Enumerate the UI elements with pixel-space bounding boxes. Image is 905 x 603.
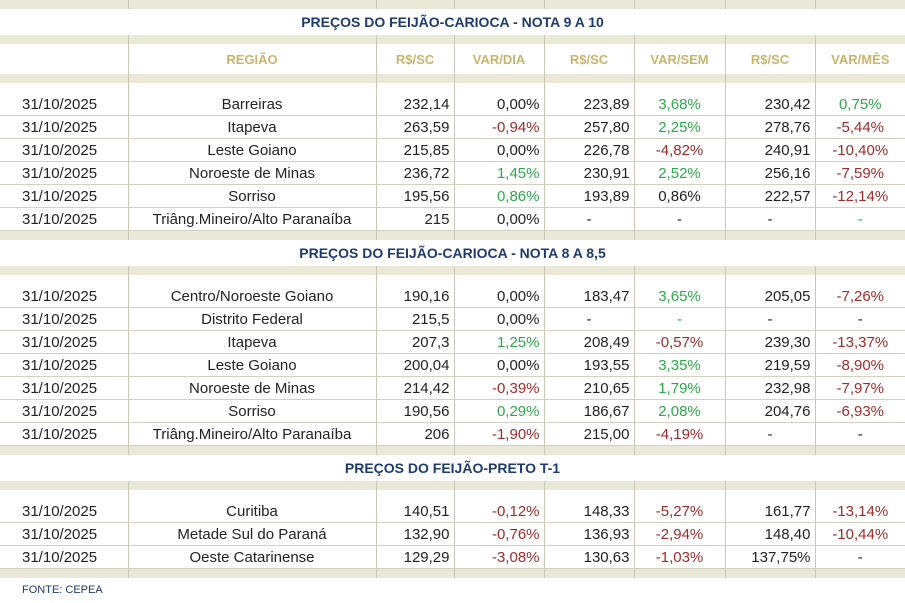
region-cell: Sorriso	[128, 400, 376, 423]
price-week-cell: 226,78	[544, 139, 634, 162]
spacer-cell	[815, 275, 905, 285]
column-header: REGIÃO	[128, 44, 376, 74]
band-cell	[544, 266, 634, 275]
band-cell	[0, 481, 128, 490]
region-cell: Leste Goiano	[128, 139, 376, 162]
band-cell	[634, 74, 725, 83]
region-cell: Centro/Noroeste Goiano	[128, 285, 376, 308]
price-month-cell: 278,76	[725, 116, 815, 139]
var-month-cell: -	[815, 423, 905, 446]
region-cell: Barreiras	[128, 93, 376, 116]
table-row	[0, 354, 905, 377]
band-cell	[725, 35, 815, 44]
divider-band	[0, 481, 905, 490]
band-cell	[128, 446, 376, 456]
divider-band	[0, 446, 905, 456]
var-day-cell: 0,29%	[454, 400, 544, 423]
band-cell	[376, 74, 454, 83]
var-month-cell: -12,14%	[815, 185, 905, 208]
band-cell	[128, 231, 376, 241]
price-day-cell: 215	[376, 208, 454, 231]
price-week-cell: 215,00	[544, 423, 634, 446]
spacer-cell	[0, 83, 128, 93]
band-cell	[454, 35, 544, 44]
price-week-cell: 130,63	[544, 546, 634, 569]
section-title-row	[0, 455, 905, 481]
price-month-cell: -	[725, 423, 815, 446]
date-cell: 31/10/2025	[0, 285, 128, 308]
band-cell	[725, 569, 815, 579]
source-note: FONTE: CEPEA	[22, 584, 103, 596]
price-day-cell: 214,42	[376, 377, 454, 400]
band-cell	[0, 266, 128, 275]
spacer-row	[0, 490, 905, 500]
date-cell: 31/10/2025	[0, 93, 128, 116]
table-row	[0, 331, 905, 354]
table-row	[0, 400, 905, 423]
price-day-cell: 129,29	[376, 546, 454, 569]
price-month-cell: 137,75%	[725, 546, 815, 569]
band-cell	[454, 231, 544, 241]
var-day-cell: 0,00%	[454, 308, 544, 331]
band-cell	[454, 266, 544, 275]
var-day-cell: -0,12%	[454, 500, 544, 523]
band-cell	[725, 446, 815, 456]
price-month-cell: 204,76	[725, 400, 815, 423]
var-day-cell: -3,08%	[454, 546, 544, 569]
band-cell	[0, 446, 128, 456]
price-week-cell: -	[544, 208, 634, 231]
band-cell	[376, 569, 454, 579]
band-cell	[0, 0, 128, 9]
column-header: R$/SC	[376, 44, 454, 74]
divider-band	[0, 74, 905, 83]
spacer-cell	[0, 490, 128, 500]
spacer-cell	[376, 490, 454, 500]
var-month-cell: -10,44%	[815, 523, 905, 546]
price-day-cell: 215,5	[376, 308, 454, 331]
price-day-cell: 236,72	[376, 162, 454, 185]
var-day-cell: -1,90%	[454, 423, 544, 446]
spacer-cell	[544, 275, 634, 285]
band-cell	[815, 481, 905, 490]
price-day-cell: 190,16	[376, 285, 454, 308]
date-cell: 31/10/2025	[0, 500, 128, 523]
band-cell	[725, 0, 815, 9]
column-header: R$/SC	[544, 44, 634, 74]
table-row	[0, 423, 905, 446]
price-month-cell: 205,05	[725, 285, 815, 308]
band-cell	[815, 231, 905, 241]
band-cell	[634, 481, 725, 490]
price-month-cell: 230,42	[725, 93, 815, 116]
band-cell	[0, 74, 128, 83]
spacer-cell	[815, 490, 905, 500]
var-day-cell: 0,00%	[454, 139, 544, 162]
var-week-cell: -0,57%	[634, 331, 725, 354]
price-month-cell: 148,40	[725, 523, 815, 546]
price-week-cell: 186,67	[544, 400, 634, 423]
price-day-cell: 215,85	[376, 139, 454, 162]
band-cell	[128, 35, 376, 44]
table-row	[0, 546, 905, 569]
var-day-cell: 0,86%	[454, 185, 544, 208]
region-cell: Oeste Catarinense	[128, 546, 376, 569]
header-date-cell	[0, 44, 128, 74]
price-month-cell: 239,30	[725, 331, 815, 354]
section-title: PREÇOS DO FEIJÃO-CARIOCA - NOTA 9 A 10	[301, 14, 604, 30]
band-cell	[634, 569, 725, 579]
var-day-cell: -0,39%	[454, 377, 544, 400]
price-month-cell: 232,98	[725, 377, 815, 400]
band-cell	[454, 74, 544, 83]
band-cell	[128, 266, 376, 275]
spacer-cell	[0, 275, 128, 285]
price-day-cell: 200,04	[376, 354, 454, 377]
band-cell	[544, 0, 634, 9]
band-cell	[376, 446, 454, 456]
spacer-cell	[634, 490, 725, 500]
table-row	[0, 208, 905, 231]
var-month-cell: -	[815, 546, 905, 569]
price-day-cell: 190,56	[376, 400, 454, 423]
spacer-cell	[815, 83, 905, 93]
column-header: VAR/MÊS	[831, 51, 890, 67]
spacer-cell	[725, 275, 815, 285]
band-cell	[544, 35, 634, 44]
band-cell	[544, 446, 634, 456]
table-row	[0, 308, 905, 331]
var-month-cell: -10,40%	[815, 139, 905, 162]
band-cell	[128, 481, 376, 490]
var-day-cell: 0,00%	[454, 285, 544, 308]
divider-band	[0, 0, 905, 9]
date-cell: 31/10/2025	[0, 331, 128, 354]
date-cell: 31/10/2025	[0, 377, 128, 400]
band-cell	[454, 0, 544, 9]
var-month-cell: -	[815, 208, 905, 231]
var-week-cell: -	[634, 308, 725, 331]
var-day-cell: -0,94%	[454, 116, 544, 139]
price-day-cell: 140,51	[376, 500, 454, 523]
band-cell	[634, 266, 725, 275]
price-week-cell: 148,33	[544, 500, 634, 523]
price-month-cell: 219,59	[725, 354, 815, 377]
price-week-cell: 193,89	[544, 185, 634, 208]
var-day-cell: 0,00%	[454, 354, 544, 377]
var-week-cell: 3,35%	[634, 354, 725, 377]
band-cell	[815, 35, 905, 44]
var-month-cell: -6,93%	[815, 400, 905, 423]
section-title-row	[0, 240, 905, 266]
price-month-cell: -	[725, 208, 815, 231]
band-cell	[376, 266, 454, 275]
band-cell	[454, 446, 544, 456]
band-cell	[128, 74, 376, 83]
region-cell: Sorriso	[128, 185, 376, 208]
spacer-cell	[376, 83, 454, 93]
var-week-cell: 1,79%	[634, 377, 725, 400]
region-cell: Itapeva	[128, 331, 376, 354]
table-row	[0, 185, 905, 208]
region-cell: Metade Sul do Paraná	[128, 523, 376, 546]
band-cell	[725, 74, 815, 83]
date-cell: 31/10/2025	[0, 546, 128, 569]
spacer-cell	[634, 83, 725, 93]
price-day-cell: 207,3	[376, 331, 454, 354]
region-cell: Noroeste de Minas	[128, 377, 376, 400]
var-day-cell: -0,76%	[454, 523, 544, 546]
date-cell: 31/10/2025	[0, 185, 128, 208]
column-header: VAR/SEM	[634, 44, 725, 74]
section-title: PREÇOS DO FEIJÃO-PRETO T-1	[344, 460, 561, 476]
band-cell	[0, 231, 128, 241]
price-week-cell: -	[544, 308, 634, 331]
var-week-cell: 2,25%	[634, 116, 725, 139]
price-week-cell: 230,91	[544, 162, 634, 185]
var-day-cell: 1,45%	[454, 162, 544, 185]
table-row	[0, 139, 905, 162]
price-week-cell: 208,49	[544, 331, 634, 354]
spacer-cell	[376, 275, 454, 285]
price-week-cell: 223,89	[544, 93, 634, 116]
var-day-cell: 0,00%	[454, 93, 544, 116]
spacer-cell	[634, 275, 725, 285]
var-month-cell: -	[815, 308, 905, 331]
price-week-cell: 193,55	[544, 354, 634, 377]
column-header-row	[0, 44, 905, 74]
table-row	[0, 285, 905, 308]
band-cell	[544, 74, 634, 83]
band-cell	[815, 0, 905, 9]
var-week-cell: 3,65%	[634, 285, 725, 308]
band-cell	[544, 231, 634, 241]
date-cell: 31/10/2025	[0, 208, 128, 231]
var-week-cell: 3,68%	[634, 93, 725, 116]
column-header: R$/SC	[725, 44, 815, 74]
var-week-cell: -4,19%	[634, 423, 725, 446]
date-cell: 31/10/2025	[0, 116, 128, 139]
var-week-cell: 2,08%	[634, 400, 725, 423]
band-cell	[454, 569, 544, 579]
spacer-cell	[454, 275, 544, 285]
band-cell	[634, 231, 725, 241]
region-cell: Triâng.Mineiro/Alto Paranaíba	[128, 423, 376, 446]
table-row	[0, 93, 905, 116]
price-day-cell: 206	[376, 423, 454, 446]
band-cell	[128, 569, 376, 579]
table-row	[0, 523, 905, 546]
band-cell	[0, 35, 128, 44]
divider-band	[0, 35, 905, 44]
spacer-cell	[128, 275, 376, 285]
var-month-cell: -7,59%	[815, 162, 905, 185]
region-cell: Leste Goiano	[128, 354, 376, 377]
region-cell: Triâng.Mineiro/Alto Paranaíba	[128, 208, 376, 231]
band-cell	[634, 35, 725, 44]
spacer-cell	[544, 83, 634, 93]
var-month-cell: -8,90%	[815, 354, 905, 377]
var-week-cell: -4,82%	[634, 139, 725, 162]
section-title: PREÇOS DO FEIJÃO-CARIOCA - NOTA 8 A 8,5	[299, 245, 606, 261]
band-cell	[634, 446, 725, 456]
band-cell	[376, 231, 454, 241]
spacer-cell	[725, 83, 815, 93]
price-week-cell: 183,47	[544, 285, 634, 308]
price-week-cell: 210,65	[544, 377, 634, 400]
band-cell	[634, 0, 725, 9]
price-month-cell: 256,16	[725, 162, 815, 185]
var-month-cell: 0,75%	[815, 93, 905, 116]
band-cell	[725, 481, 815, 490]
band-cell	[725, 231, 815, 241]
var-day-cell: 0,00%	[454, 208, 544, 231]
date-cell: 31/10/2025	[0, 354, 128, 377]
band-cell	[815, 74, 905, 83]
var-month-cell: -7,97%	[815, 377, 905, 400]
date-cell: 31/10/2025	[0, 162, 128, 185]
band-cell	[376, 0, 454, 9]
price-month-cell: 222,57	[725, 185, 815, 208]
var-week-cell: 0,86%	[634, 185, 725, 208]
spacer-cell	[454, 490, 544, 500]
spacer-row	[0, 275, 905, 285]
region-cell: Noroeste de Minas	[128, 162, 376, 185]
band-cell	[0, 569, 128, 579]
var-week-cell: -5,27%	[634, 500, 725, 523]
var-month-cell: -13,37%	[815, 331, 905, 354]
price-day-cell: 232,14	[376, 93, 454, 116]
divider-band	[0, 231, 905, 241]
region-cell: Curitiba	[128, 500, 376, 523]
var-month-cell: -5,44%	[815, 116, 905, 139]
price-day-cell: 132,90	[376, 523, 454, 546]
band-cell	[544, 481, 634, 490]
var-week-cell: -2,94%	[634, 523, 725, 546]
table-row	[0, 116, 905, 139]
date-cell: 31/10/2025	[0, 400, 128, 423]
date-cell: 31/10/2025	[0, 139, 128, 162]
column-header: VAR/DIA	[454, 44, 544, 74]
divider-band	[0, 569, 905, 579]
var-month-cell: -13,14%	[815, 500, 905, 523]
section-title-row	[0, 9, 905, 35]
var-week-cell: -	[634, 208, 725, 231]
region-cell: Distrito Federal	[128, 308, 376, 331]
var-day-cell: 1,25%	[454, 331, 544, 354]
band-cell	[815, 569, 905, 579]
price-month-cell: 240,91	[725, 139, 815, 162]
date-cell: 31/10/2025	[0, 308, 128, 331]
price-week-cell: 257,80	[544, 116, 634, 139]
band-cell	[454, 481, 544, 490]
price-week-cell: 136,93	[544, 523, 634, 546]
price-day-cell: 195,56	[376, 185, 454, 208]
price-month-cell: 161,77	[725, 500, 815, 523]
spacer-cell	[454, 83, 544, 93]
price-month-cell: -	[725, 308, 815, 331]
spacer-cell	[128, 490, 376, 500]
date-cell: 31/10/2025	[0, 523, 128, 546]
date-cell: 31/10/2025	[0, 423, 128, 446]
table-row	[0, 500, 905, 523]
spacer-row	[0, 83, 905, 93]
var-week-cell: 2,52%	[634, 162, 725, 185]
band-cell	[815, 266, 905, 275]
band-cell	[544, 569, 634, 579]
band-cell	[725, 266, 815, 275]
var-month-cell: -7,26%	[815, 285, 905, 308]
divider-band	[0, 266, 905, 275]
band-cell	[376, 35, 454, 44]
var-week-cell: -1,03%	[634, 546, 725, 569]
spacer-cell	[725, 490, 815, 500]
table-row	[0, 162, 905, 185]
spacer-cell	[544, 490, 634, 500]
table-row	[0, 377, 905, 400]
region-cell: Itapeva	[128, 116, 376, 139]
band-cell	[815, 446, 905, 456]
band-cell	[376, 481, 454, 490]
price-day-cell: 263,59	[376, 116, 454, 139]
spacer-cell	[128, 83, 376, 93]
band-cell	[128, 0, 376, 9]
